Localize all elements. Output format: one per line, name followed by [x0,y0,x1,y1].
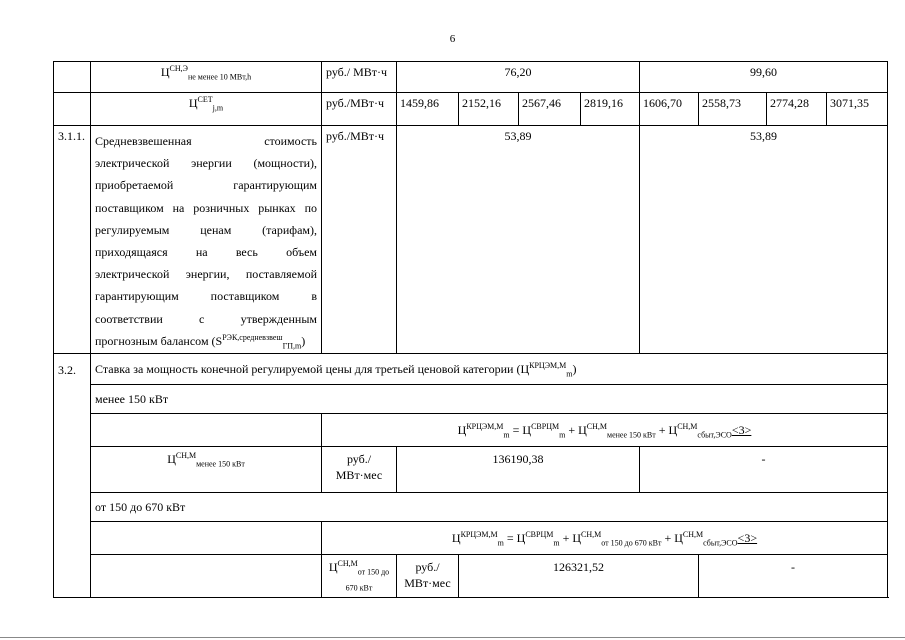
formula-term: Ц [572,530,582,545]
formula-operator: = [503,530,517,545]
formula-sup: КРЦЭМ,М [460,529,498,539]
value-cell: 1606,70 [640,93,699,126]
indicator-sup: СН,Э [169,64,188,73]
description-line: соответствии с утвержденным [95,311,317,326]
indicator-sub: m [566,369,573,379]
empty-cell [91,414,322,447]
indicator-symbol: Ц [328,560,338,575]
description-line: приобретаемой гарантирующим [95,178,317,193]
value-cell: 53,89 [640,126,888,354]
formula-sup: СВРЦМ [525,529,554,539]
value-cell: 2152,16 [459,93,519,126]
description-text: прогнозным балансом (S [95,333,223,348]
formula-term: Ц [457,422,467,437]
footnote-reference-link[interactable]: <3> [731,422,752,437]
footnote-reference-link[interactable]: <3> [737,530,758,545]
formula-sub: m [553,538,560,548]
indicator-symbol: Ц [167,452,176,467]
description-cell [91,126,322,354]
formula-sub: менее 150 кВт [607,430,656,440]
indicator-sup: РЭК,средневзвеш [222,332,283,342]
tariff-table [53,61,888,598]
value-cell: 1459,86 [397,93,459,126]
formula-sub: m [497,538,504,548]
description-line: электрической энергии (мощности), [95,156,317,171]
value-cell: 136190,38 [397,447,640,493]
formula-sub: сбыт,ЭСО [703,538,738,548]
formula-sup: КРЦЭМ,М [466,421,504,431]
formula-sub: m [503,430,510,440]
indicator-sup: КРЦЭМ,М [529,360,567,370]
table-row [54,522,888,555]
formula-term: Ц [674,530,683,545]
table-row [54,62,888,93]
description-line: электрической энергии, поставляемой [95,267,317,282]
table-row [54,126,888,354]
formula-sub: сбыт,ЭСО [697,430,732,440]
unit-cell [397,555,459,598]
indicator-sup: СЕТ [197,95,213,104]
unit-line: МВт·мес [335,468,383,483]
formula-term: Ц [451,530,461,545]
formula-sub: m [559,430,566,440]
description-line: Средневзвешенная стоимость [95,134,317,148]
table-row [54,414,888,447]
empty-cell [91,522,322,555]
table-row [54,447,888,493]
unit-line: руб./ [415,560,440,575]
table-row [54,93,888,126]
indicator-sub: от 150 до 670 кВт [345,567,390,593]
scan-edge-line [0,637,905,638]
unit-line: руб./ [346,452,372,467]
row-number-cell [54,62,91,93]
indicator-sub: j,m [212,103,224,113]
formula-sup: СН,М [682,529,704,539]
description-line: гарантирующим поставщиком в [95,289,317,304]
description-line: приходящаяся на весь объем [95,245,317,260]
unit-cell: руб./МВт·ч [322,93,397,126]
table-row [54,354,888,385]
unit-cell: руб./ МВт·ч [322,62,397,93]
indicator-symbol: Ц [160,65,170,79]
value-cell: 3071,35 [827,93,888,126]
indicator-symbol: Ц [188,96,198,110]
formula-sup: СН,М [677,421,698,431]
unit-cell: руб./МВт·ч [322,126,397,354]
table-row [54,385,888,414]
subsection-label: менее 150 кВт [91,385,888,414]
formula-operator: + [565,422,579,437]
value-cell: 2567,46 [519,93,581,126]
unit-line: МВт·мес [404,576,451,591]
description-line [95,329,317,351]
row-number-cell [91,555,322,598]
table-row [54,493,888,522]
value-cell: 2819,16 [581,93,640,126]
indicator-sub: не менее 10 МВт,h [187,72,252,82]
formula-sub: от 150 до 670 кВт [601,538,662,548]
indicator-sub: ГП,m [282,341,302,351]
value-cell: 126321,52 [459,555,699,598]
section-heading-close: ) [572,361,577,376]
page-number: 6 [449,33,456,45]
row-number-cell: 3.1.1. [54,126,91,354]
formula-operator: + [559,530,573,545]
indicator-cell [322,555,397,598]
value-cell: 2774,28 [767,93,827,126]
formula-sup: СН,М [586,421,608,431]
value-cell: 76,20 [397,62,640,93]
value-cell: 99,60 [640,62,888,93]
indicator-sup: СН,М [337,559,358,569]
formula-term: Ц [668,422,678,437]
subsection-label: от 150 до 670 кВт [91,493,888,522]
value-cell: 2558,73 [699,93,767,126]
formula-term: Ц [578,422,587,437]
table-row [54,555,888,598]
description-line: регулируемым ценам (тарифам), [95,222,317,237]
value-cell: - [699,555,888,598]
formula-sup: СН,М [581,529,602,539]
indicator-cell [91,447,322,493]
row-number-cell: 3.2. [54,354,91,598]
indicator-cell [91,62,322,93]
formula-term: Ц [516,530,526,545]
value-cell: 53,89 [397,126,640,354]
formula-operator: = [509,422,523,437]
row-number-cell [54,93,91,126]
formula-sup: СВРЦМ [531,421,560,431]
formula-cell [322,414,888,447]
indicator-cell [91,93,322,126]
description-text: ) [301,333,306,348]
formula-term: Ц [522,422,532,437]
indicator-sup: СН,М [175,451,197,461]
formula-operator: + [655,422,669,437]
indicator-sub: менее 150 кВт [196,459,245,469]
section-heading: Ставка за мощность конечной регулируемой цены для третьей ценовой категории (Ц [95,361,530,376]
unit-cell [322,447,397,493]
description-line: поставщиком на розничных рынках по [95,200,317,215]
section-heading-cell [91,354,888,385]
value-cell: - [640,447,888,493]
formula-cell [322,522,888,555]
formula-operator: + [661,530,675,545]
